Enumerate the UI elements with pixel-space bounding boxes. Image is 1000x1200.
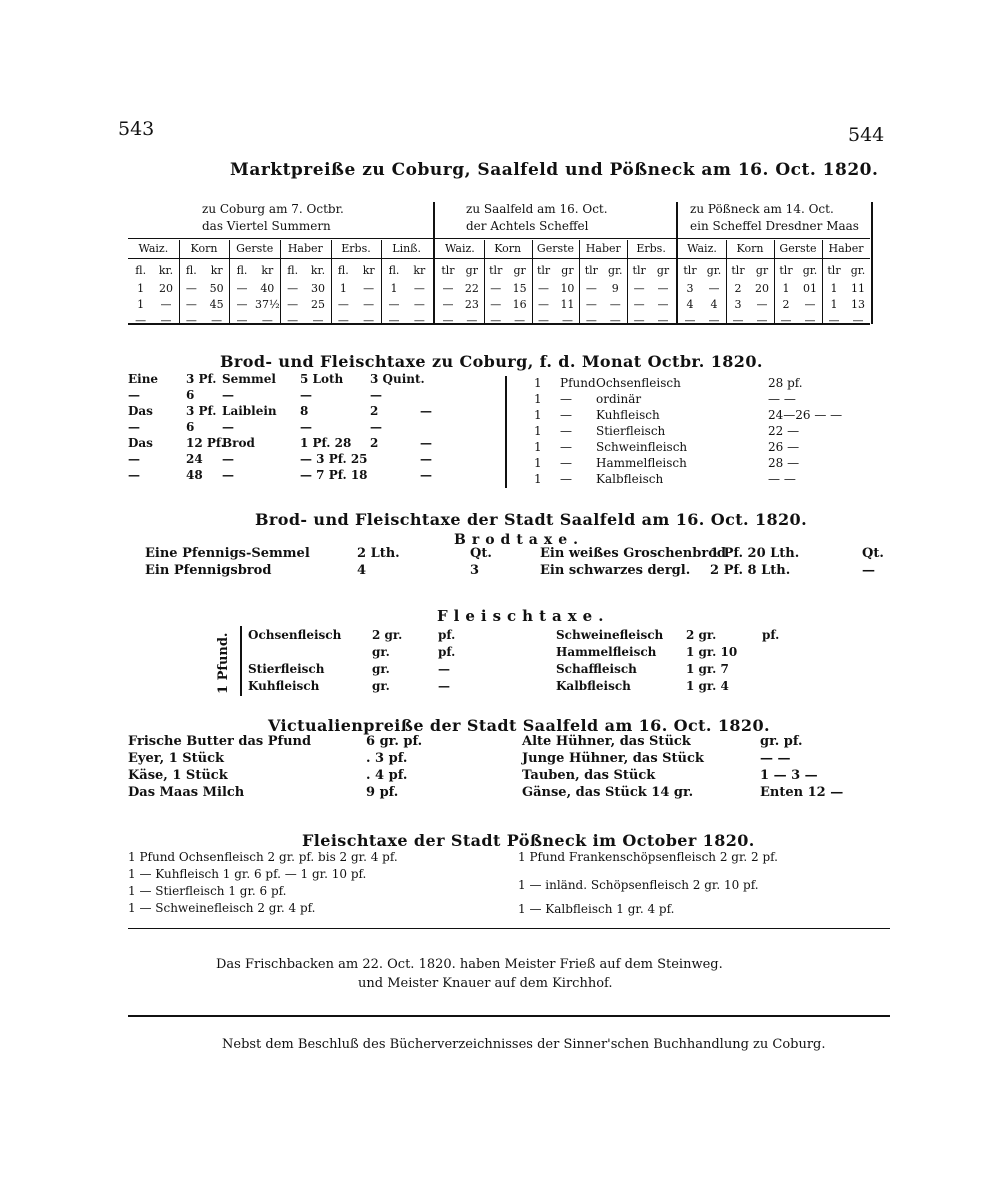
- coburg-bread-cell: —: [420, 468, 432, 482]
- saalfeld-unit: gr: [561, 264, 574, 277]
- victualien-price: Enten 12 —: [760, 785, 844, 800]
- coburg-unit: fl.: [388, 264, 400, 277]
- poessneck-value: —: [804, 314, 816, 327]
- saalfeld-value: —: [538, 314, 550, 327]
- coburg-bread-cell: 3 Pf.: [186, 404, 217, 418]
- coburg-value: —: [185, 298, 197, 311]
- coburg-bread-cell: —: [420, 436, 432, 450]
- saalfeld-value: —: [657, 314, 669, 327]
- coburg-value: —: [388, 314, 400, 327]
- saalfeld-bread-quint: —: [862, 563, 875, 578]
- poessneck-left-item: 1 — Kuhfleisch 1 gr. 6 pf. — 1 gr. 10 pf.: [128, 867, 367, 881]
- saalfeld-meat-pf: —: [438, 679, 450, 693]
- saalfeld-unit: tlr: [441, 264, 455, 277]
- saalfeld-bread-quint: 3: [470, 563, 480, 578]
- market-title: Marktpreiße zu Coburg, Saalfeld und Pößneck am 16. Oct. 1820.: [230, 160, 879, 180]
- saalfeld-value: —: [490, 298, 502, 311]
- coburg-value: —: [236, 298, 248, 311]
- poessneck-left-item: 1 — Stierfleisch 1 gr. 6 pf.: [128, 884, 287, 898]
- poessneck-unit: tlr: [731, 264, 745, 277]
- saalfeld-col-0: Waiz.: [445, 242, 475, 255]
- saalfeld-col-4: Erbs.: [636, 242, 666, 255]
- coburg-value: 20: [158, 282, 173, 295]
- table-header-rule: [128, 238, 870, 239]
- poessneck-unit: gr.: [706, 264, 722, 277]
- saalfeld-value: —: [657, 298, 669, 311]
- coburg-value: —: [185, 314, 197, 327]
- saalfeld-value: —: [490, 282, 502, 295]
- poessneck-value: 11: [851, 282, 865, 295]
- saalfeld-unit: tlr: [584, 264, 598, 277]
- coburg-bread-cell: —: [222, 468, 234, 482]
- saalfeld-value: —: [538, 298, 550, 311]
- poessneck-value: —: [828, 314, 840, 327]
- coburg-meat-cell: 24—26 — —: [768, 408, 843, 422]
- victualien-item: Alte Hühner, das Stück: [522, 734, 691, 749]
- saalfeld-value: 10: [560, 282, 575, 295]
- coburg-value: —: [337, 298, 349, 311]
- coburg-value: —: [413, 282, 425, 295]
- coburg-meat-cell: —: [560, 456, 572, 470]
- saalfeld-header-line-1: zu Saalfeld am 16. Oct.: [466, 202, 608, 216]
- saalfeld-meat-item: Schweinefleisch: [556, 628, 664, 642]
- coburg-value: 40: [260, 282, 275, 295]
- coburg-bread-cell: —: [370, 420, 382, 434]
- coburg-value: —: [413, 298, 425, 311]
- saalfeld-meat-item: Kalbfleisch: [556, 679, 631, 693]
- saalfeld-unit: tlr: [489, 264, 503, 277]
- saalfeld-meat-item: Kuhfleisch: [248, 679, 320, 693]
- coburg-bread-cell: 2: [370, 404, 379, 418]
- coburg-value: —: [363, 314, 375, 327]
- coburg-divider: [505, 376, 507, 488]
- coburg-unit: fl.: [135, 264, 147, 277]
- poessneck-value: —: [780, 314, 792, 327]
- saalfeld-value: 11: [560, 298, 575, 311]
- poessneck-col-1: Korn: [736, 242, 764, 255]
- poessneck-value: —: [756, 314, 768, 327]
- victualien-price: 1 — 3 —: [760, 768, 818, 783]
- saalfeld-value: —: [466, 314, 478, 327]
- coburg-meat-cell: 1: [534, 376, 542, 390]
- poessneck-unit: gr.: [802, 264, 818, 277]
- saalfeld-col-2: Gerste: [536, 242, 575, 255]
- page-number-right: 544: [848, 124, 885, 146]
- coburg-bread-cell: Eine: [128, 372, 159, 386]
- saalfeld-meat-pf: pf.: [438, 628, 456, 642]
- coburg-value: —: [363, 298, 375, 311]
- poessneck-value: 4: [710, 298, 718, 311]
- coburg-bread-cell: 12 Pf.: [186, 436, 225, 450]
- notice-line-2: und Meister Knauer auf dem Kirchhof.: [358, 976, 613, 991]
- coburg-value: 1: [137, 298, 145, 311]
- coburg-value: —: [160, 298, 172, 311]
- coburg-value: —: [135, 314, 147, 327]
- coburg-bread-cell: —: [222, 420, 234, 434]
- poessneck-value: —: [708, 314, 720, 327]
- saalfeld-taxe-title: Brod- und Fleischtaxe der Stadt Saalfeld am 16. Oct. 1820.: [255, 510, 808, 529]
- saalfeld-meat-pf: pf.: [762, 628, 780, 642]
- saalfeld-value: —: [609, 314, 621, 327]
- coburg-unit: fl.: [185, 264, 197, 277]
- saalfeld-meat-pf: —: [438, 662, 450, 676]
- poessneck-col-0: Waiz.: [687, 242, 717, 255]
- coburg-meat-cell: Kuhfleisch: [596, 408, 660, 422]
- coburg-value: 25: [310, 298, 325, 311]
- coburg-bread-cell: Brod: [222, 436, 255, 450]
- coburg-meat-cell: 28 —: [768, 456, 800, 470]
- coburg-value: —: [261, 314, 273, 327]
- saalfeld-value: 9: [611, 282, 619, 295]
- saalfeld-value: —: [633, 282, 645, 295]
- coburg-bread-cell: 48: [186, 468, 203, 482]
- coburg-unit: kr: [362, 264, 375, 277]
- footer-rule: [128, 1015, 890, 1017]
- saalfeld-value: —: [633, 314, 645, 327]
- coburg-unit: kr: [261, 264, 274, 277]
- saalfeld-meat-item: Ochsenfleisch: [248, 628, 342, 642]
- saalfeld-value: —: [633, 298, 645, 311]
- poessneck-value: 3: [686, 282, 694, 295]
- poessneck-value: 2: [734, 282, 742, 295]
- saalfeld-unit: gr: [465, 264, 478, 277]
- saalfeld-meat-gr: 1 gr. 7: [686, 662, 729, 676]
- coburg-meat-cell: 1: [534, 440, 542, 454]
- saalfeld-unit: tlr: [536, 264, 551, 277]
- pfund-side-label: 1 Pfund.: [216, 632, 231, 694]
- fleischtaxe-heading: Fleischtaxe.: [437, 607, 610, 625]
- saalfeld-unit: gr: [656, 264, 670, 277]
- victualien-item: Tauben, das Stück: [522, 768, 656, 783]
- coburg-value: —: [160, 314, 172, 327]
- poessneck-value: —: [852, 314, 864, 327]
- poessneck-unit: gr.: [850, 264, 866, 277]
- saalfeld-bread-weight: 1 Pf. 20 Lth.: [710, 546, 800, 561]
- saalfeld-value: —: [490, 314, 502, 327]
- poessneck-group-divider: [871, 202, 873, 324]
- coburg-unit: fl.: [287, 264, 299, 277]
- coburg-col-4: Erbs.: [341, 242, 371, 255]
- coburg-bread-cell: 3 Pf.: [186, 372, 217, 386]
- coburg-bread-cell: — 3 Pf. 25: [300, 452, 368, 466]
- victualien-price: 9 pf.: [366, 785, 399, 800]
- coburg-unit: kr.: [310, 264, 326, 277]
- coburg-meat-cell: Pfund: [560, 376, 596, 390]
- poessneck-value: 2: [782, 298, 790, 311]
- poessneck-col-2: Gerste: [779, 242, 817, 255]
- coburg-bread-cell: —: [370, 388, 382, 402]
- coburg-bread-cell: 5 Loth: [300, 372, 344, 386]
- victualien-item: Käse, 1 Stück: [128, 768, 228, 783]
- coburg-meat-cell: —: [560, 440, 572, 454]
- poessneck-header-line-1: zu Pößneck am 14. Oct.: [690, 202, 834, 216]
- poessneck-unit: tlr: [827, 264, 841, 277]
- coburg-value: 1: [390, 282, 398, 295]
- saalfeld-bread-quint: Qt.: [470, 546, 492, 561]
- coburg-col-3: Haber: [287, 242, 323, 255]
- saalfeld-value: —: [585, 282, 597, 295]
- divider-line: [128, 928, 890, 929]
- victualien-price: gr. pf.: [760, 734, 803, 749]
- saalfeld-value: —: [609, 298, 621, 311]
- coburg-value: —: [337, 314, 349, 327]
- saalfeld-meat-gr: gr.: [372, 662, 390, 676]
- coburg-meat-cell: —: [560, 424, 572, 438]
- victualien-item: Gänse, das Stück 14 gr.: [522, 785, 694, 800]
- coburg-bread-cell: 24: [186, 452, 203, 466]
- saalfeld-value: —: [585, 298, 597, 311]
- poessneck-unit: tlr: [779, 264, 793, 277]
- saalfeld-bread-item: Ein Pfennigsbrod: [145, 563, 272, 578]
- poessneck-right-item: 1 — inländ. Schöpsenfleisch 2 gr. 10 pf.: [518, 878, 759, 892]
- saalfeld-bread-item: Eine Pfennigs-Semmel: [145, 546, 310, 561]
- coburg-value: 37½: [254, 298, 280, 311]
- coburg-unit: kr: [413, 264, 426, 277]
- coburg-value: 1: [339, 282, 347, 295]
- poessneck-value: —: [732, 314, 744, 327]
- coburg-meat-cell: Stierfleisch: [596, 424, 666, 438]
- coburg-bread-cell: 3 Quint.: [370, 372, 425, 386]
- saalfeld-bread-item: Ein weißes Groschenbrod: [540, 546, 726, 561]
- coburg-bread-cell: Das: [128, 436, 153, 450]
- saalfeld-value: —: [514, 314, 526, 327]
- poessneck-value: 1: [782, 282, 790, 295]
- saalfeld-unit: tlr: [632, 264, 646, 277]
- coburg-value: —: [413, 314, 425, 327]
- victualien-title: Victualienpreiße der Stadt Saalfeld am 16. Oct. 1820.: [268, 716, 770, 735]
- saalfeld-value: 15: [512, 282, 527, 295]
- saalfeld-bread-item: Ein schwarzes dergl.: [540, 563, 691, 578]
- coburg-bread-cell: —: [222, 452, 234, 466]
- saalfeld-value: 22: [464, 282, 479, 295]
- saalfeld-bread-weight: 4: [357, 563, 367, 578]
- coburg-bread-cell: —: [300, 388, 312, 402]
- coburg-meat-cell: Schweinfleisch: [596, 440, 688, 454]
- victualien-price: . 4 pf.: [366, 768, 408, 783]
- table-col-rule: [128, 258, 870, 259]
- poessneck-value: 1: [830, 298, 838, 311]
- victualien-price: . 3 pf.: [366, 751, 408, 766]
- saalfeld-meat-gr: 1 gr. 10: [686, 645, 738, 659]
- victualien-item: Frische Butter das Pfund: [128, 734, 312, 749]
- coburg-value: —: [211, 314, 223, 327]
- coburg-bread-cell: 6: [186, 388, 195, 402]
- coburg-bread-cell: —: [128, 420, 140, 434]
- coburg-meat-cell: — —: [768, 472, 796, 486]
- coburg-value: —: [287, 314, 299, 327]
- coburg-meat-cell: —: [560, 408, 572, 422]
- coburg-value: —: [287, 282, 299, 295]
- page-number-left: 543: [118, 118, 155, 140]
- saalfeld-unit: gr.: [607, 264, 623, 277]
- saalfeld-value: —: [442, 314, 454, 327]
- coburg-bread-cell: 2: [370, 436, 379, 450]
- coburg-value: —: [185, 282, 197, 295]
- poessneck-unit: tlr: [683, 264, 697, 277]
- saalfeld-value: —: [585, 314, 597, 327]
- saalfeld-bread-quint: Qt.: [862, 546, 884, 561]
- saalfeld-meat-item: Hammelfleisch: [556, 645, 657, 659]
- coburg-bread-cell: —: [128, 452, 140, 466]
- coburg-meat-cell: 1: [534, 392, 542, 406]
- victualien-item: Das Maas Milch: [128, 785, 245, 800]
- poessneck-taxe-title: Fleischtaxe der Stadt Pößneck im October 1820.: [302, 831, 755, 850]
- coburg-value: —: [312, 314, 324, 327]
- victualien-price: — —: [760, 751, 791, 766]
- coburg-unit: fl.: [337, 264, 349, 277]
- coburg-value: —: [287, 298, 299, 311]
- saalfeld-meat-pf: pf.: [438, 645, 456, 659]
- coburg-unit: kr: [210, 264, 223, 277]
- coburg-col-0: Waiz.: [138, 242, 169, 255]
- coburg-value: 30: [310, 282, 325, 295]
- saalfeld-meat-item: Schaffleisch: [556, 662, 637, 676]
- coburg-meat-cell: —: [560, 472, 572, 486]
- coburg-bread-cell: 8: [300, 404, 309, 418]
- coburg-meat-cell: — —: [768, 392, 796, 406]
- coburg-value: —: [236, 314, 248, 327]
- coburg-bread-cell: Das: [128, 404, 153, 418]
- saalfeld-header-line-2: der Achtels Scheffel: [466, 219, 589, 233]
- poessneck-value: —: [684, 314, 696, 327]
- coburg-meat-cell: 1: [534, 456, 542, 470]
- poessneck-left-item: 1 Pfund Ochsenfleisch 2 gr. pf. bis 2 gr. 4 pf.: [128, 850, 398, 864]
- saalfeld-meat-gr: gr.: [372, 679, 390, 693]
- poessneck-value: 1: [830, 282, 838, 295]
- coburg-col-1: Korn: [190, 242, 218, 255]
- poessneck-value: 01: [803, 282, 817, 295]
- saalfeld-value: 23: [464, 298, 479, 311]
- coburg-col-2: Gerste: [236, 242, 274, 255]
- footer-text: Nebst dem Beschluß des Bücherverzeichnisses der Sinner'schen Buchhandlung zu Coburg.: [222, 1037, 826, 1052]
- coburg-meat-cell: Ochsenfleisch: [596, 376, 681, 390]
- coburg-meat-cell: 26 —: [768, 440, 800, 454]
- coburg-col-5: Linß.: [392, 242, 422, 255]
- saalfeld-meat-gr: 2 gr.: [372, 628, 403, 642]
- coburg-meat-cell: 28 pf.: [768, 376, 803, 390]
- saalfeld-value: —: [442, 282, 454, 295]
- coburg-value: —: [236, 282, 248, 295]
- poessneck-value: 4: [686, 298, 694, 311]
- coburg-bread-cell: —: [420, 452, 432, 466]
- saalfeld-value: —: [442, 298, 454, 311]
- brodtaxe-heading: Brodtaxe.: [454, 532, 585, 548]
- saalfeld-value: 16: [512, 298, 527, 311]
- coburg-bread-cell: Laiblein: [222, 404, 277, 418]
- poessneck-right-item: 1 — Kalbfleisch 1 gr. 4 pf.: [518, 902, 675, 916]
- coburg-bread-cell: — 7 Pf. 18: [300, 468, 368, 482]
- coburg-value: 1: [137, 282, 145, 295]
- saalfeld-bread-weight: 2 Lth.: [357, 546, 400, 561]
- coburg-meat-cell: 1: [534, 408, 542, 422]
- saalfeld-col-1: Korn: [494, 242, 522, 255]
- victualien-item: Eyer, 1 Stück: [128, 751, 225, 766]
- saalfeld-meat-gr: gr.: [372, 645, 390, 659]
- coburg-unit: fl.: [236, 264, 248, 277]
- coburg-meat-cell: —: [560, 392, 572, 406]
- coburg-bread-cell: —: [222, 388, 234, 402]
- coburg-group-divider: [433, 202, 435, 324]
- coburg-value: —: [363, 282, 375, 295]
- poessneck-header-line-2: ein Scheffel Dresdner Maas: [690, 219, 859, 233]
- saalfeld-meat-bracket: [240, 626, 242, 696]
- saalfeld-value: —: [657, 282, 669, 295]
- coburg-bread-cell: —: [300, 420, 312, 434]
- victualien-item: Junge Hühner, das Stück: [522, 751, 704, 766]
- coburg-bread-cell: —: [128, 388, 140, 402]
- coburg-bread-cell: —: [128, 468, 140, 482]
- coburg-bread-cell: 6: [186, 420, 195, 434]
- poessneck-value: 3: [734, 298, 742, 311]
- poessneck-unit: gr: [755, 264, 769, 277]
- saalfeld-col-3: Haber: [585, 242, 621, 255]
- coburg-bread-cell: —: [420, 404, 432, 418]
- poessneck-value: 13: [851, 298, 865, 311]
- coburg-meat-cell: Hammelfleisch: [596, 456, 687, 470]
- poessneck-left-item: 1 — Schweinefleisch 2 gr. 4 pf.: [128, 901, 316, 915]
- coburg-value: —: [388, 298, 400, 311]
- saalfeld-meat-gr: 2 gr.: [686, 628, 717, 642]
- coburg-meat-cell: 1: [534, 424, 542, 438]
- coburg-meat-cell: Kalbfleisch: [596, 472, 664, 486]
- coburg-header-line-1: zu Coburg am 7. Octbr.: [202, 202, 344, 216]
- notice-line-1: Das Frischbacken am 22. Oct. 1820. haben Meister Frieß auf dem Steinweg.: [216, 957, 723, 972]
- coburg-bread-cell: 1 Pf. 28: [300, 436, 352, 450]
- coburg-header-line-2: das Viertel Summern: [202, 219, 331, 233]
- saalfeld-meat-item: Stierfleisch: [248, 662, 325, 676]
- coburg-value: 45: [209, 298, 224, 311]
- saalfeld-unit: gr: [513, 264, 526, 277]
- saalfeld-meat-gr: 1 gr. 4: [686, 679, 729, 693]
- poessneck-value: 20: [755, 282, 769, 295]
- saalfeld-bread-weight: 2 Pf. 8 Lth.: [710, 563, 791, 578]
- coburg-taxe-title: Brod- und Fleischtaxe zu Coburg, f. d. Monat Octbr. 1820.: [220, 352, 763, 371]
- victualien-price: 6 gr. pf.: [366, 734, 423, 749]
- coburg-bread-cell: Semmel: [222, 372, 276, 386]
- saalfeld-value: —: [538, 282, 550, 295]
- coburg-meat-cell: ordinär: [596, 392, 642, 406]
- poessneck-value: —: [708, 282, 720, 295]
- saalfeld-value: —: [561, 314, 573, 327]
- coburg-unit: kr.: [158, 264, 174, 277]
- poessneck-right-item: 1 Pfund Frankenschöpsenfleisch 2 gr. 2 pf.: [518, 850, 778, 864]
- coburg-meat-cell: 22 —: [768, 424, 800, 438]
- poessneck-value: —: [804, 298, 816, 311]
- coburg-value: 50: [209, 282, 224, 295]
- poessneck-value: —: [756, 298, 768, 311]
- poessneck-col-3: Haber: [828, 242, 864, 255]
- coburg-meat-cell: 1: [534, 472, 542, 486]
